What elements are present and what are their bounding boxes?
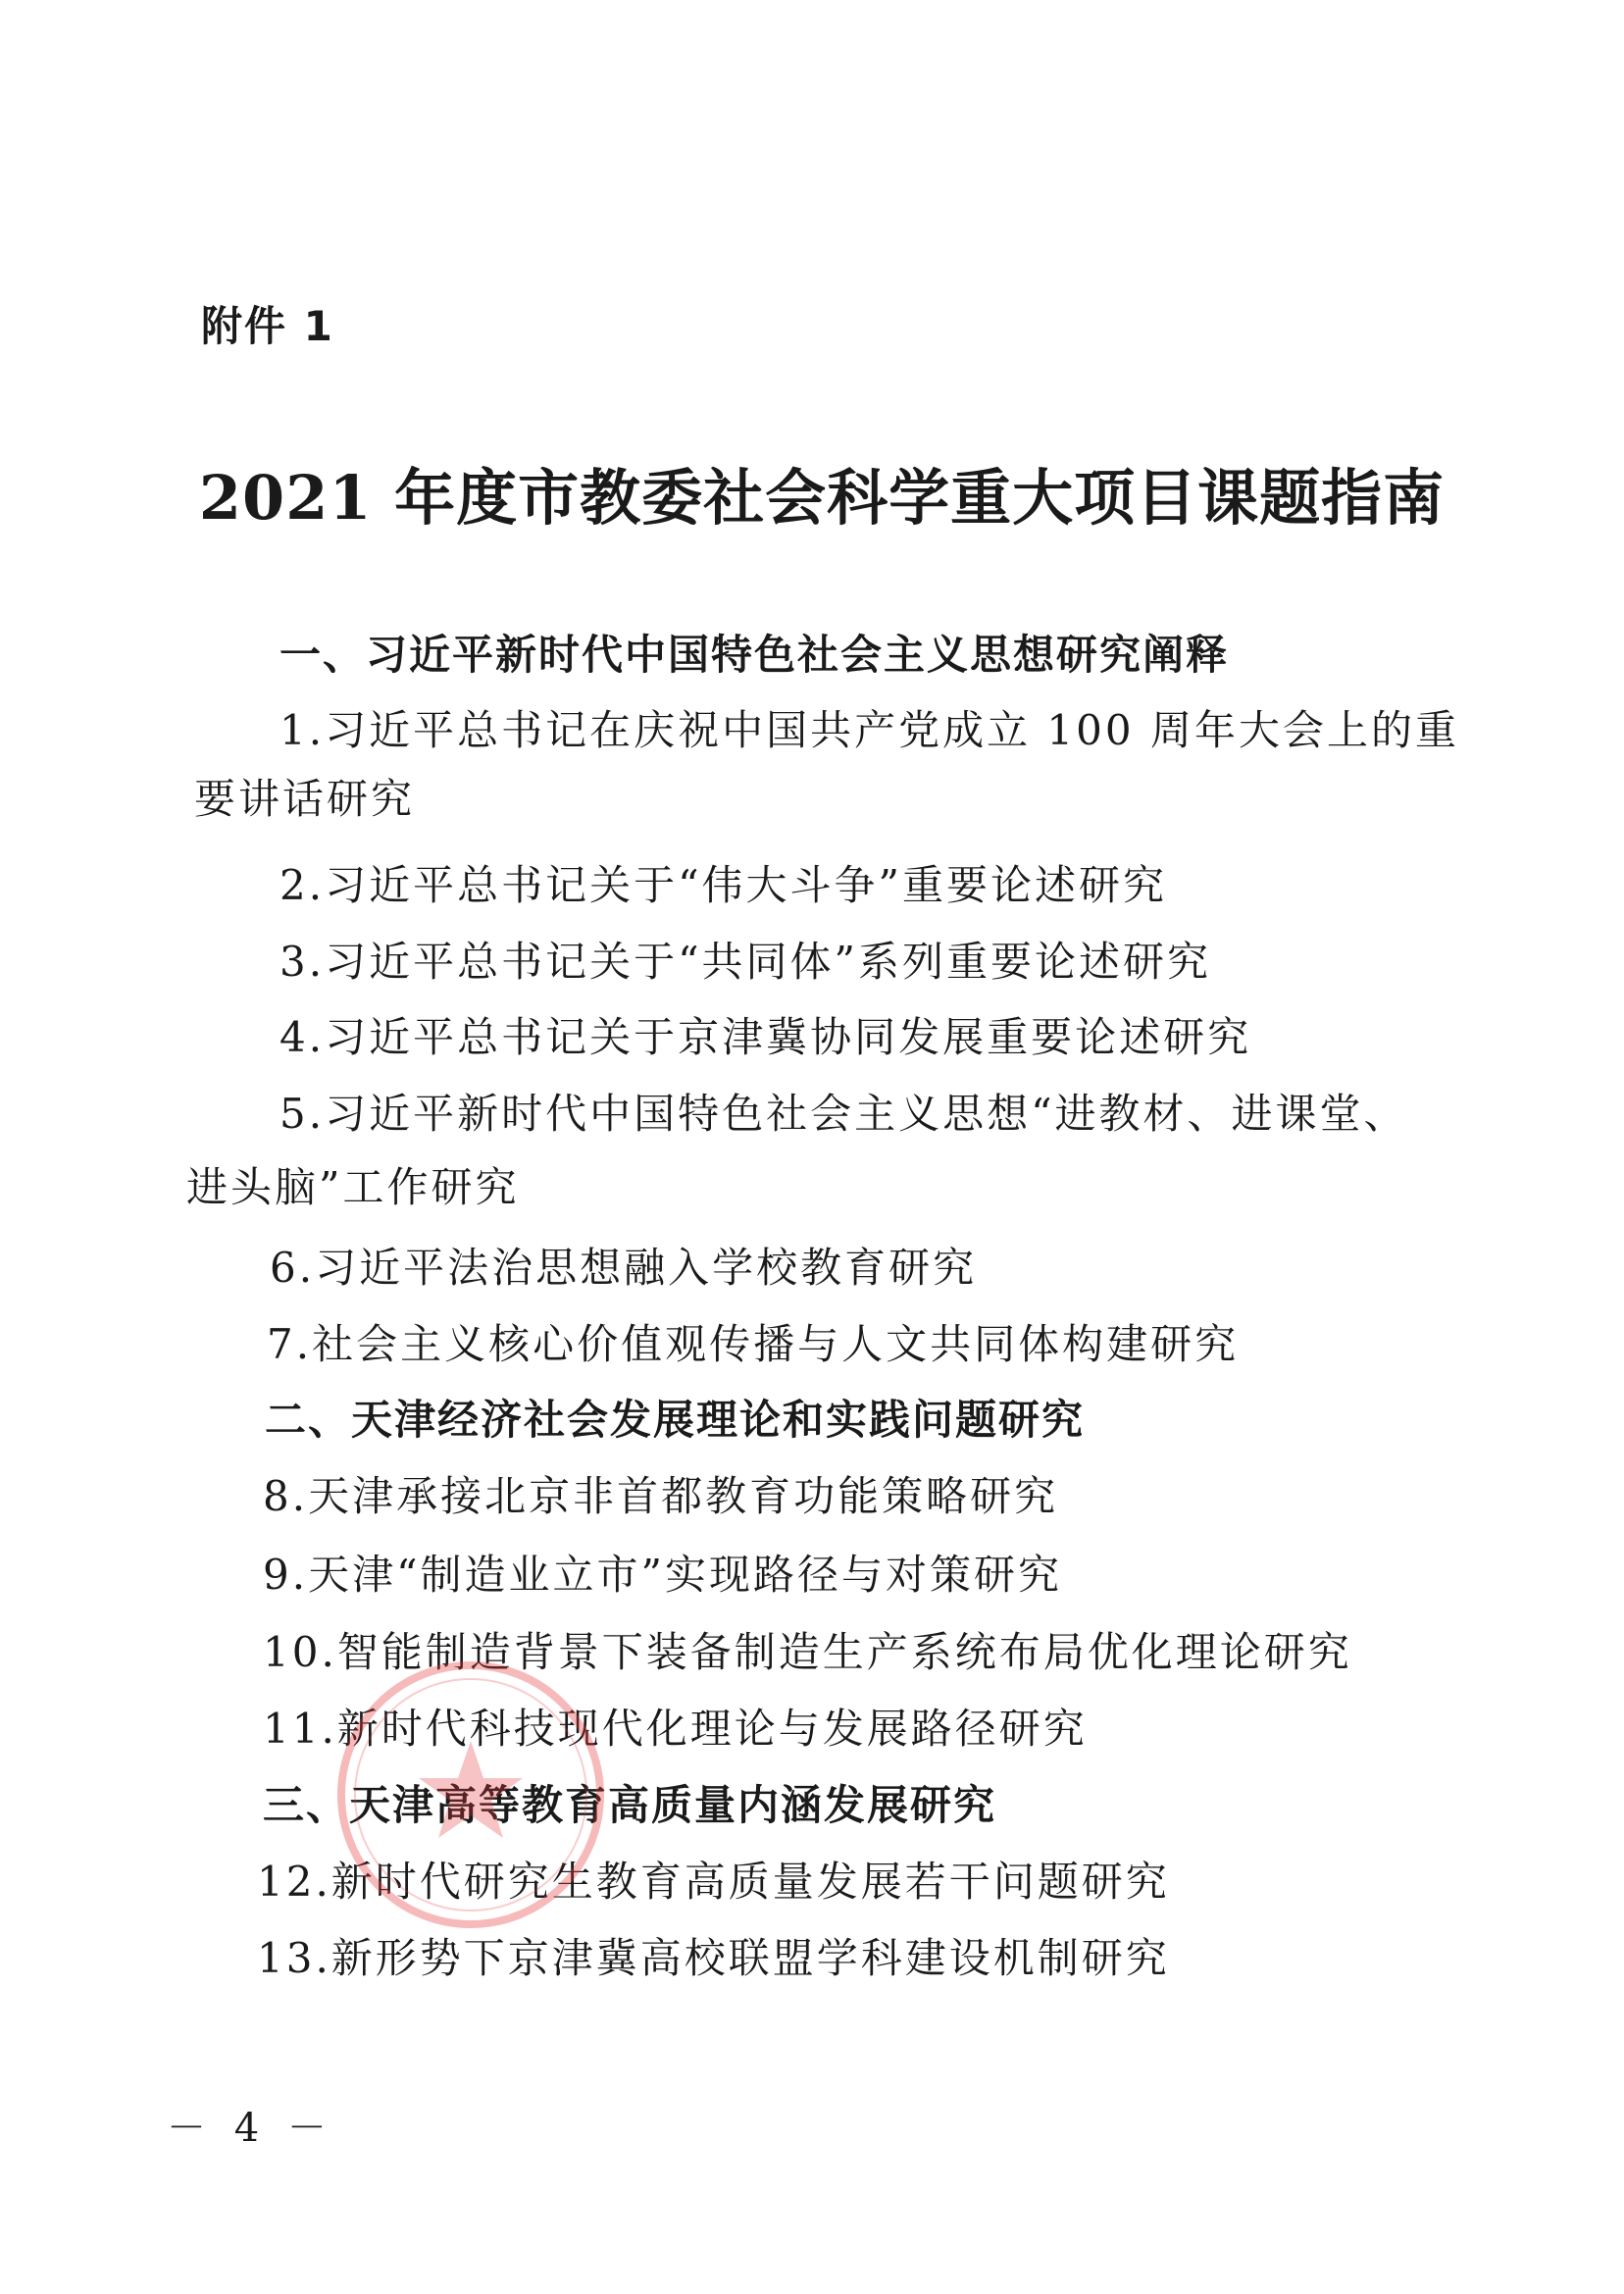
list-item-1-line-2: 要讲话研究 bbox=[194, 775, 416, 823]
section-heading-1: 一、习近平新时代中国特色社会主义思想研究阐释 bbox=[279, 631, 1230, 679]
list-item-13: 13.新形势下京津冀高校联盟学科建设机制研究 bbox=[257, 1934, 1170, 1982]
section-heading-3: 三、天津高等教育高质量内涵发展研究 bbox=[263, 1781, 997, 1829]
list-item-7: 7.社会主义核心价值观传播与人文共同体构建研究 bbox=[267, 1320, 1240, 1368]
list-item-9: 9.天津“制造业立市”实现路径与对策研究 bbox=[263, 1551, 1063, 1599]
list-item-5-line-2: 进头脑”工作研究 bbox=[186, 1163, 520, 1211]
list-item-8: 8.天津承接北京非首都教育功能策略研究 bbox=[263, 1472, 1059, 1520]
list-item-11: 11.新时代科技现代化理论与发展路径研究 bbox=[263, 1705, 1088, 1753]
list-item-6: 6.习近平法治思想融入学校教育研究 bbox=[270, 1244, 978, 1292]
list-item-1-line-1: 1.习近平总书记在庆祝中国共产党成立 100 周年大会上的重 bbox=[279, 706, 1459, 754]
list-item-5-line-1: 5.习近平新时代中国特色社会主义思想“进教材、进课堂、 bbox=[279, 1090, 1408, 1138]
list-item-12: 12.新时代研究生教育高质量发展若干问题研究 bbox=[257, 1858, 1170, 1906]
list-item-10: 10.智能制造背景下装备制造生产系统布局优化理论研究 bbox=[263, 1628, 1352, 1676]
document-title: 2021 年度市教委社会科学重大项目课题指南 bbox=[198, 462, 1446, 534]
page-number: － 4 － bbox=[167, 2106, 334, 2151]
official-seal-icon bbox=[324, 1648, 618, 1942]
list-item-4: 4.习近平总书记关于京津冀协同发展重要论述研究 bbox=[279, 1013, 1252, 1061]
list-item-3: 3.习近平总书记关于“共同体”系列重要论述研究 bbox=[279, 938, 1212, 986]
attachment-label: 附件 1 bbox=[201, 302, 334, 350]
section-heading-2: 二、天津经济社会发展理论和实践问题研究 bbox=[265, 1396, 1086, 1444]
list-item-2: 2.习近平总书记关于“伟大斗争”重要论述研究 bbox=[279, 861, 1168, 909]
